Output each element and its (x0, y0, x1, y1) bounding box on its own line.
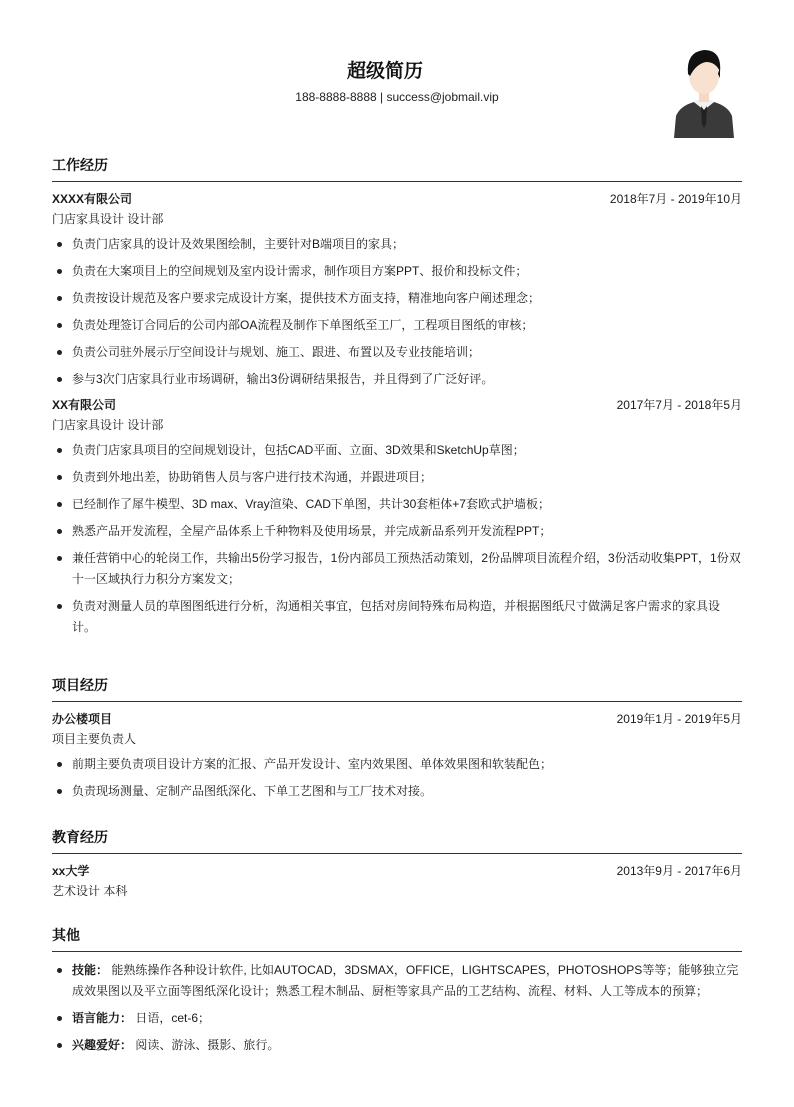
work-section-title: 工作经历 (52, 155, 742, 182)
item-key: 语言能力： (72, 1011, 133, 1025)
date-range: 2018年7月 - 2019年10月 (609, 192, 742, 206)
work-entry (52, 190, 742, 390)
company-name: XX有限公司 (52, 398, 117, 412)
project-section (52, 675, 742, 808)
list-item: 负责门店家具的设计及效果图绘制，主要针对B端项目的家具； (72, 234, 742, 255)
project-role: 项目主要负责人 (52, 732, 137, 746)
education-section (52, 827, 742, 906)
list-item (72, 960, 742, 1002)
list-item: 负责到外地出差，协助销售人员与客户进行技术沟通，并跟进项目； (72, 467, 742, 488)
other-section-title: 其他 (52, 925, 742, 952)
degree: 艺术设计 本科 (52, 884, 128, 898)
date-range: 2019年1月 - 2019年5月 (616, 712, 742, 726)
list-item: 兼任营销中心的轮岗工作，共输出5份学习报告，1份内部员工预热活动策划，2份品牌项目流程介绍，3份活动收集PPT，1份双十一区域执行力积分方案发文； (72, 548, 742, 590)
list-item (72, 1035, 742, 1056)
list-item: 负责门店家具项目的空间规划设计，包括CAD平面、立面、3D效果和SketchUp草图； (72, 440, 742, 461)
list-item: 已经制作了犀牛模型、3D max、Vray渲染、CAD下单图，共计30套柜体+7套欧式护墙板； (72, 494, 742, 515)
list-item: 熟悉产品开发流程，全屋产品体系上千种物料及使用场景，并完成新品系列开发流程PPT； (72, 521, 742, 542)
education-entry (52, 862, 742, 906)
resume-name: 超级简历 (346, 61, 423, 82)
list-item: 负责公司驻外展示厅空间设计与规划、施工、跟进、布置以及专业技能培训； (72, 342, 742, 363)
list-item: 负责处理签订合同后的公司内部OA流程及制作下单图纸至工厂，工程项目图纸的审核； (72, 315, 742, 336)
item-key: 技能： (72, 963, 109, 977)
list-item (72, 1008, 742, 1029)
date-range: 2013年9月 - 2017年6月 (616, 864, 742, 878)
list-item: 前期主要负责项目设计方案的汇报、产品开发设计、室内效果图、单体效果图和软装配色； (72, 754, 742, 775)
item-key: 兴趣爱好： (72, 1038, 133, 1052)
list-item: 负责按设计规范及客户要求完成设计方案，提供技术方面支持，精准地向客户阐述理念； (72, 288, 742, 309)
list-item: 负责在大案项目上的空间规划及室内设计需求，制作项目方案PPT、报价和投标文件； (72, 261, 742, 282)
project-name: 办公楼项目 (52, 712, 113, 726)
contact-info: 188-8888-8888 | success@jobmail.vip (295, 90, 499, 104)
project-entry (52, 710, 742, 802)
position: 门店家具设计 设计部 (52, 418, 164, 432)
school-name: xx大学 (52, 864, 90, 878)
education-section-title: 教育经历 (52, 827, 742, 854)
work-entry (52, 396, 742, 638)
avatar (668, 44, 740, 138)
item-text: 阅读、游泳、摄影、旅行。 (135, 1038, 280, 1052)
project-section-title: 项目经历 (52, 675, 742, 702)
list-item: 参与3次门店家具行业市场调研，输出3份调研结果报告，并且得到了广泛好评。 (72, 369, 742, 390)
position: 门店家具设计 设计部 (52, 212, 164, 226)
list-item: 负责对测量人员的草图图纸进行分析，沟通相关事宜，包括对房间特殊布局构造，并根据图纸尺寸做满足客户需求的家具设计。 (72, 596, 742, 638)
list-item: 负责现场测量、定制产品图纸深化、下单工艺图和与工厂技术对接。 (72, 781, 742, 802)
item-text: 能熟练操作各种设计软件, 比如AUTOCAD，3DSMAX，OFFICE，LIGHTSCAPES，PHOTOSHOPS等等；能够独立完成效果图以及平立面等图纸深化设计；熟悉工程木制品、厨柜等家具产品的工艺结构、流程、材料、人工等成本的预算； (72, 963, 739, 998)
date-range: 2017年7月 - 2018年5月 (616, 398, 742, 412)
other-section (52, 925, 742, 1062)
work-section (52, 155, 742, 644)
company-name: XXXX有限公司 (52, 192, 133, 206)
item-text: 日语，cet-6； (135, 1011, 211, 1025)
